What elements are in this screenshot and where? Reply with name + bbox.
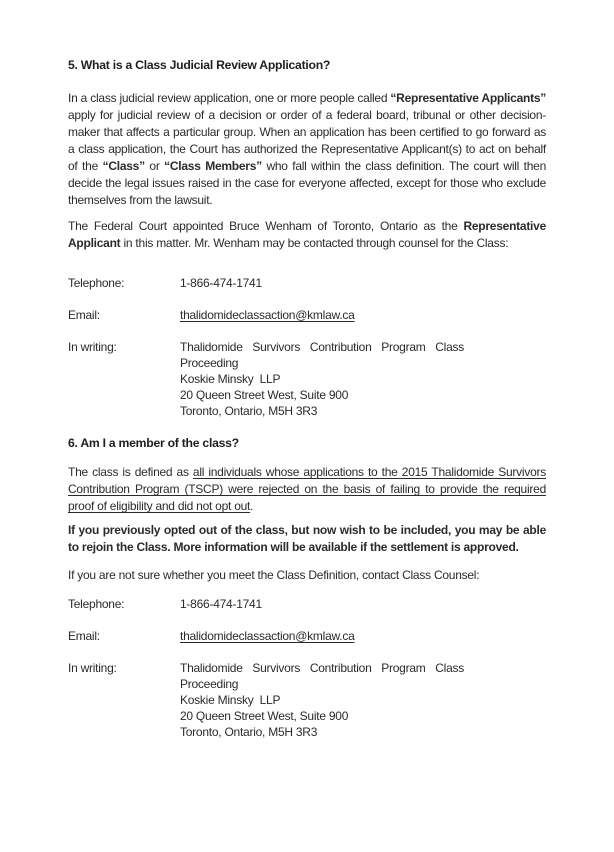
telephone-number: 1-866-474-1741	[180, 276, 262, 290]
contact-block-1	[68, 275, 546, 419]
email-address: thalidomideclassaction@kmlaw.ca	[180, 308, 355, 322]
email-label: Email:	[68, 629, 100, 643]
text-run: The Federal Court appointed Bruce Wenham of Toronto, Ontario as the	[68, 219, 464, 233]
email-row	[68, 628, 546, 645]
address-line: Proceeding	[180, 356, 239, 370]
section5-paragraph-2	[68, 218, 546, 252]
telephone-row	[68, 275, 546, 292]
bold-text-run: “Representative Applicants”	[390, 91, 546, 105]
in-writing-row	[68, 660, 546, 740]
section5-heading: 5. What is a Class Judicial Review Application?	[68, 58, 331, 72]
email-label: Email:	[68, 308, 100, 322]
text-run: The class is defined as	[68, 465, 193, 479]
section6-paragraph-3: If you are not sure whether you meet the Class Definition, contact Class Counsel:	[68, 568, 480, 582]
section6-paragraph-2-bold: If you previously opted out of the class, but now wish to be included, you may be able to rejoin the Class. More information will be available if the settlement is approved.	[68, 523, 546, 554]
email-address: thalidomideclassaction@kmlaw.ca	[180, 629, 355, 643]
address-line: Thalidomide Survivors Contribution Program Class	[180, 661, 464, 675]
section6-paragraph-1	[68, 464, 546, 515]
address-line: 20 Queen Street West, Suite 900	[180, 388, 349, 402]
text-run: in this matter. Mr. Wenham may be contacted through counsel for the Class:	[120, 236, 509, 250]
section6-heading: 6. Am I a member of the class?	[68, 436, 239, 450]
section5-paragraph-1	[68, 90, 546, 209]
telephone-label: Telephone:	[68, 276, 125, 290]
address-line: Koskie Minsky LLP	[180, 372, 281, 386]
mailing-address	[180, 339, 546, 419]
text-run: In a class judicial review application, one or more people called	[68, 91, 391, 105]
contact-block-2	[68, 596, 546, 740]
text-run: .	[250, 499, 254, 513]
underlined-text-run: all individuals whose applications to the 2015 Thalidomide Survivors Contribution Program (TSCP) were rejected on the basis of failing to provide the required proof of eligibility and did not opt out	[68, 465, 546, 513]
address-line: Toronto, Ontario, M5H 3R3	[180, 725, 318, 739]
in-writing-label: In writing:	[68, 340, 117, 354]
address-line: Toronto, Ontario, M5H 3R3	[180, 404, 318, 418]
in-writing-row	[68, 339, 546, 419]
telephone-row	[68, 596, 546, 613]
bold-text-run: Representative Applicant	[68, 219, 546, 250]
address-line: Proceeding	[180, 677, 239, 691]
bold-text-run: “Class”	[102, 159, 145, 173]
text-run: apply for judicial review of a decision or order of a federal board, tribunal or other decision-maker that affects a particular group. When an application has been certified to go forward as a class application, the Court has authorized the Representative Applicant(s) to act on behalf of the	[68, 108, 546, 173]
address-line: Koskie Minsky LLP	[180, 693, 281, 707]
telephone-label: Telephone:	[68, 597, 125, 611]
bold-text-run: “Class Members”	[164, 159, 262, 173]
address-line: Thalidomide Survivors Contribution Program Class	[180, 340, 464, 354]
address-line: 20 Queen Street West, Suite 900	[180, 709, 349, 723]
email-row	[68, 307, 546, 324]
telephone-number: 1-866-474-1741	[180, 597, 262, 611]
text-run: who fall within the class definition. The court will then decide the legal issues raised in the case for everyone affected, except for those who exclude themselves from the lawsuit.	[68, 159, 547, 207]
text-run: or	[144, 159, 165, 173]
in-writing-label: In writing:	[68, 661, 117, 675]
mailing-address	[180, 660, 546, 740]
